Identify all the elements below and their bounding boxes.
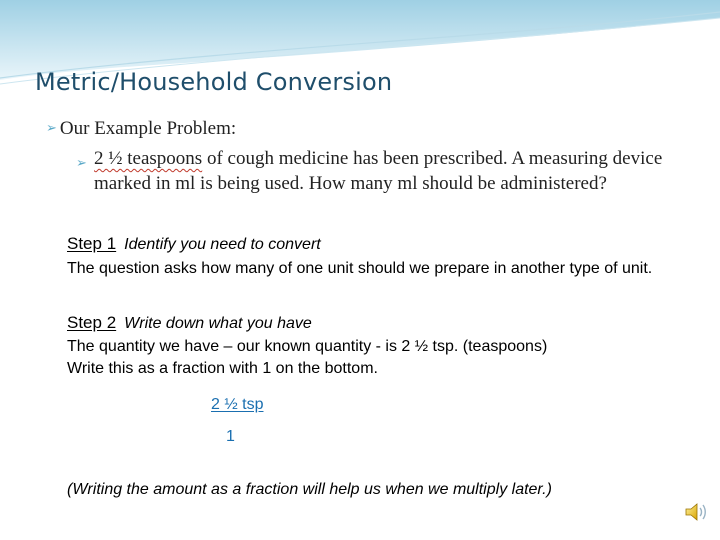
step-1-instruction: Identify you need to convert <box>124 236 321 253</box>
bullet-example-problem <box>46 118 236 140</box>
fraction-numerator: 2 ½ tsp <box>211 396 264 413</box>
spell-check-underline-text: 2 ½ teaspoons <box>94 148 203 169</box>
step-2-label: Step 2 <box>67 313 117 332</box>
arrow-bullet-icon: ➢ <box>76 155 87 170</box>
note-text: (Writing the amount as a fraction will help us when we multiply later.) <box>67 481 552 498</box>
bullet-example-problem-text: Our Example Problem: <box>59 118 237 139</box>
problem-statement-text: of cough medicine has been prescribed. A measuring device marked in ml is being used. How many ml should be administered? <box>94 148 663 194</box>
step-2-body-line-2: Write this as a fraction with 1 on the bottom. <box>67 360 378 377</box>
step-1-body: The question asks how many of one unit should we prepare in another type of unit. <box>67 260 653 277</box>
bullet-problem-statement <box>76 146 696 196</box>
arrow-bullet-icon: ➢ <box>46 120 57 135</box>
step-1-label: Step 1 <box>67 234 117 253</box>
step-2-body <box>67 336 687 380</box>
fraction-denominator: 1 <box>226 428 235 445</box>
slide-title: Metric/Household Conversion <box>35 68 393 96</box>
step-2-heading <box>67 313 312 333</box>
step-2-instruction: Write down what you have <box>124 315 312 332</box>
speaker-icon[interactable] <box>684 500 708 524</box>
step-1-heading <box>67 234 321 254</box>
step-2-body-line-1: The quantity we have – our known quantity - is 2 ½ tsp. (teaspoons) <box>67 338 548 355</box>
